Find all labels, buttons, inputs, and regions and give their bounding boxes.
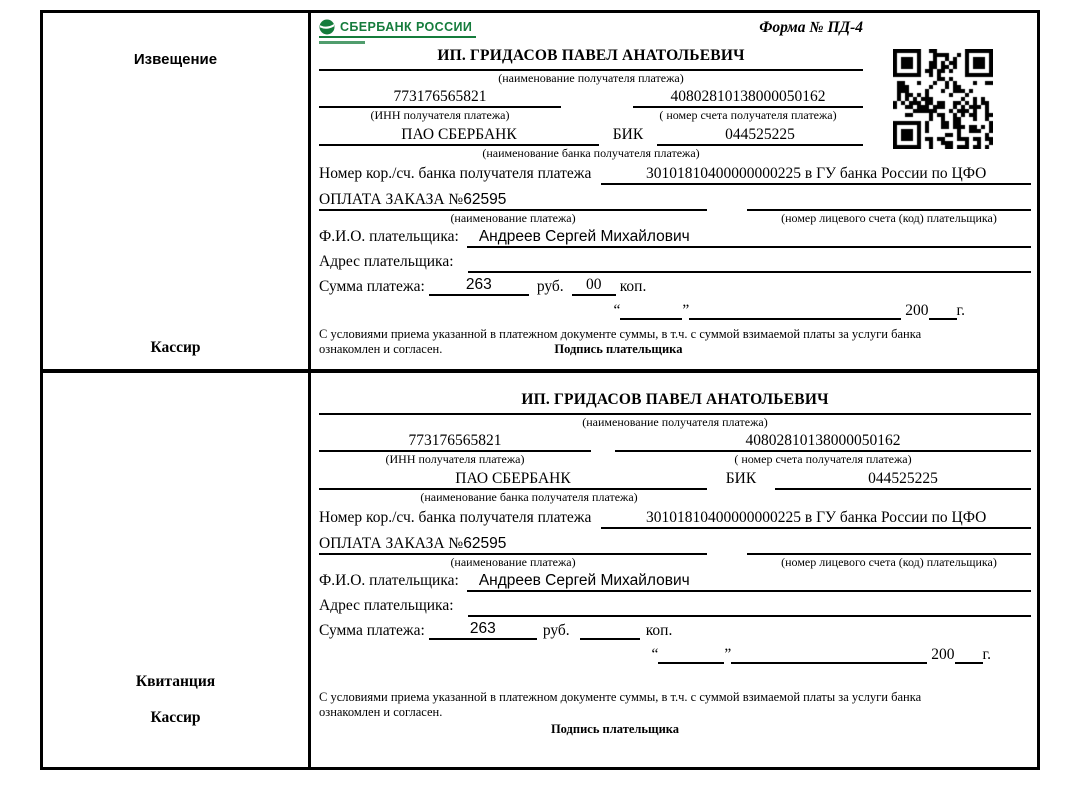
quote-close: ” [682,302,690,319]
order-number-value-2: 62595 [463,535,507,552]
quote-open: “ [613,302,621,319]
sum-label-2: Сумма платежа: [319,622,425,639]
inn-caption: (ИНН получателя платежа) [370,108,510,122]
signature-label: Подпись плательщика [554,342,683,356]
cashier-label-2: Кассир [150,709,201,726]
payment-form-pd4 [40,10,1040,770]
rub-label-2: руб. [542,622,570,639]
corr-account-value: 30101810400000000225 в ГУ банка России по ЦФО [601,165,1031,185]
corr-account-value-2: 30101810400000000225 в ГУ банка России по ЦФО [601,509,1031,529]
agreement-line1: С условиями приема указанной в платежном документе суммы, в т.ч. с суммой взимаемой платы за услуги банка [319,327,922,341]
bank-caption: (наименование банка получателя платежа) [482,146,700,160]
amount-rub-value: 263 [429,276,529,296]
bik-value-2: 044525225 [775,470,1031,490]
year-line [929,300,957,320]
sberbank-logo-icon [319,19,335,35]
sberbank-logo [319,19,476,44]
payer-name-value-2: Андреев Сергей Михайлович [467,572,1031,592]
amount-rub-value-2: 263 [429,620,537,640]
form-number-label: Форма № ПД-4 [759,19,863,36]
year-prefix-2: 200 [931,646,955,663]
order-number-value: 62595 [463,191,507,208]
kop-label: коп. [619,278,647,295]
sum-label: Сумма платежа: [319,278,425,295]
account-caption-2: ( номер счета получателя платежа) [734,452,912,466]
payment-name-label: ОПЛАТА ЗАКАЗА № [319,191,464,208]
year-prefix: 200 [905,302,929,319]
agreement-line1-2: С условиями приема указанной в платежном документе суммы, в т.ч. с суммой взимаемой платы за услуги банка [319,690,922,704]
payer-address-label-2: Адрес плательщика: [319,597,454,614]
payer-address-label: Адрес плательщика: [319,253,454,270]
account-value-2: 40802810138000050162 [615,432,1031,452]
payer-name-label: Ф.И.О. плательщика: [319,228,459,245]
date-day-line-2 [658,644,724,664]
personal-account-line [747,189,1031,211]
notice-content [311,13,1037,369]
payer-address-line [468,251,1031,273]
amount-kop-value-2 [580,620,640,640]
notice-stub [43,13,311,369]
agreement-line2-2: ознакомлен и согласен. [319,705,443,719]
personal-account-caption: (номер лицевого счета (код) плательщика) [781,211,997,225]
year-line-2 [955,644,983,664]
inn-value: 773176565821 [319,88,561,108]
quote-open-2: “ [651,646,659,663]
account-value: 40802810138000050162 [633,88,863,108]
account-caption: ( номер счета получателя платежа) [659,108,837,122]
corr-label: Номер кор./сч. банка получателя платежа [319,165,592,182]
inn-caption-2: (ИНН получателя платежа) [385,452,525,466]
corr-label-2: Номер кор./сч. банка получателя платежа [319,509,592,526]
agreement-line2: ознакомлен и согласен. [319,342,443,356]
bank-caption-2: (наименование банка получателя платежа) [420,490,638,504]
qr-code [893,49,993,149]
receipt-label: Квитанция [135,673,216,690]
year-suffix: г. [956,302,965,319]
bank-name-value-2: ПАО СБЕРБАНК [319,470,707,490]
date-day-line [620,300,682,320]
bank-name-value: ПАО СБЕРБАНК [319,126,599,146]
recipient-name-2: ИП. ГРИДАСОВ ПАВЕЛ АНАТОЛЬЕВИЧ [319,391,1031,415]
payer-address-line-2 [468,595,1031,617]
kop-label-2: коп. [645,622,673,639]
bank-logo-text: СБЕРБАНК РОССИИ [340,20,473,34]
receipt-section [43,373,1037,767]
payment-caption-2: (наименование платежа) [450,555,576,569]
bik-label: БИК [612,126,644,143]
payer-name-label-2: Ф.И.О. плательщика: [319,572,459,589]
receipt-content [311,373,1037,767]
inn-value-2: 773176565821 [319,432,591,452]
date-month-line [689,300,901,320]
amount-kop-value: 00 [572,276,616,296]
year-suffix-2: г. [982,646,991,663]
rub-label: руб. [536,278,564,295]
cashier-label: Кассир [150,339,201,356]
recipient-caption-2: (наименование получателя платежа) [582,415,768,429]
logo-subtext-decoration [319,41,365,44]
date-month-line-2 [731,644,927,664]
payer-name-value: Андреев Сергей Михайлович [467,228,1031,248]
bik-label-2: БИК [725,470,757,487]
quote-close-2: ” [724,646,732,663]
notice-label: Извещение [133,51,218,68]
bik-value: 044525225 [657,126,863,146]
notice-section [43,13,1037,373]
personal-account-line-2 [747,533,1031,555]
payment-name-label-2: ОПЛАТА ЗАКАЗА № [319,535,464,552]
payment-caption: (наименование платежа) [450,211,576,225]
receipt-stub [43,373,311,767]
personal-account-caption-2: (номер лицевого счета (код) плательщика) [781,555,997,569]
signature-label-2: Подпись плательщика [550,722,680,736]
recipient-name: ИП. ГРИДАСОВ ПАВЕЛ АНАТОЛЬЕВИЧ [319,47,863,71]
recipient-caption: (наименование получателя платежа) [498,71,684,85]
